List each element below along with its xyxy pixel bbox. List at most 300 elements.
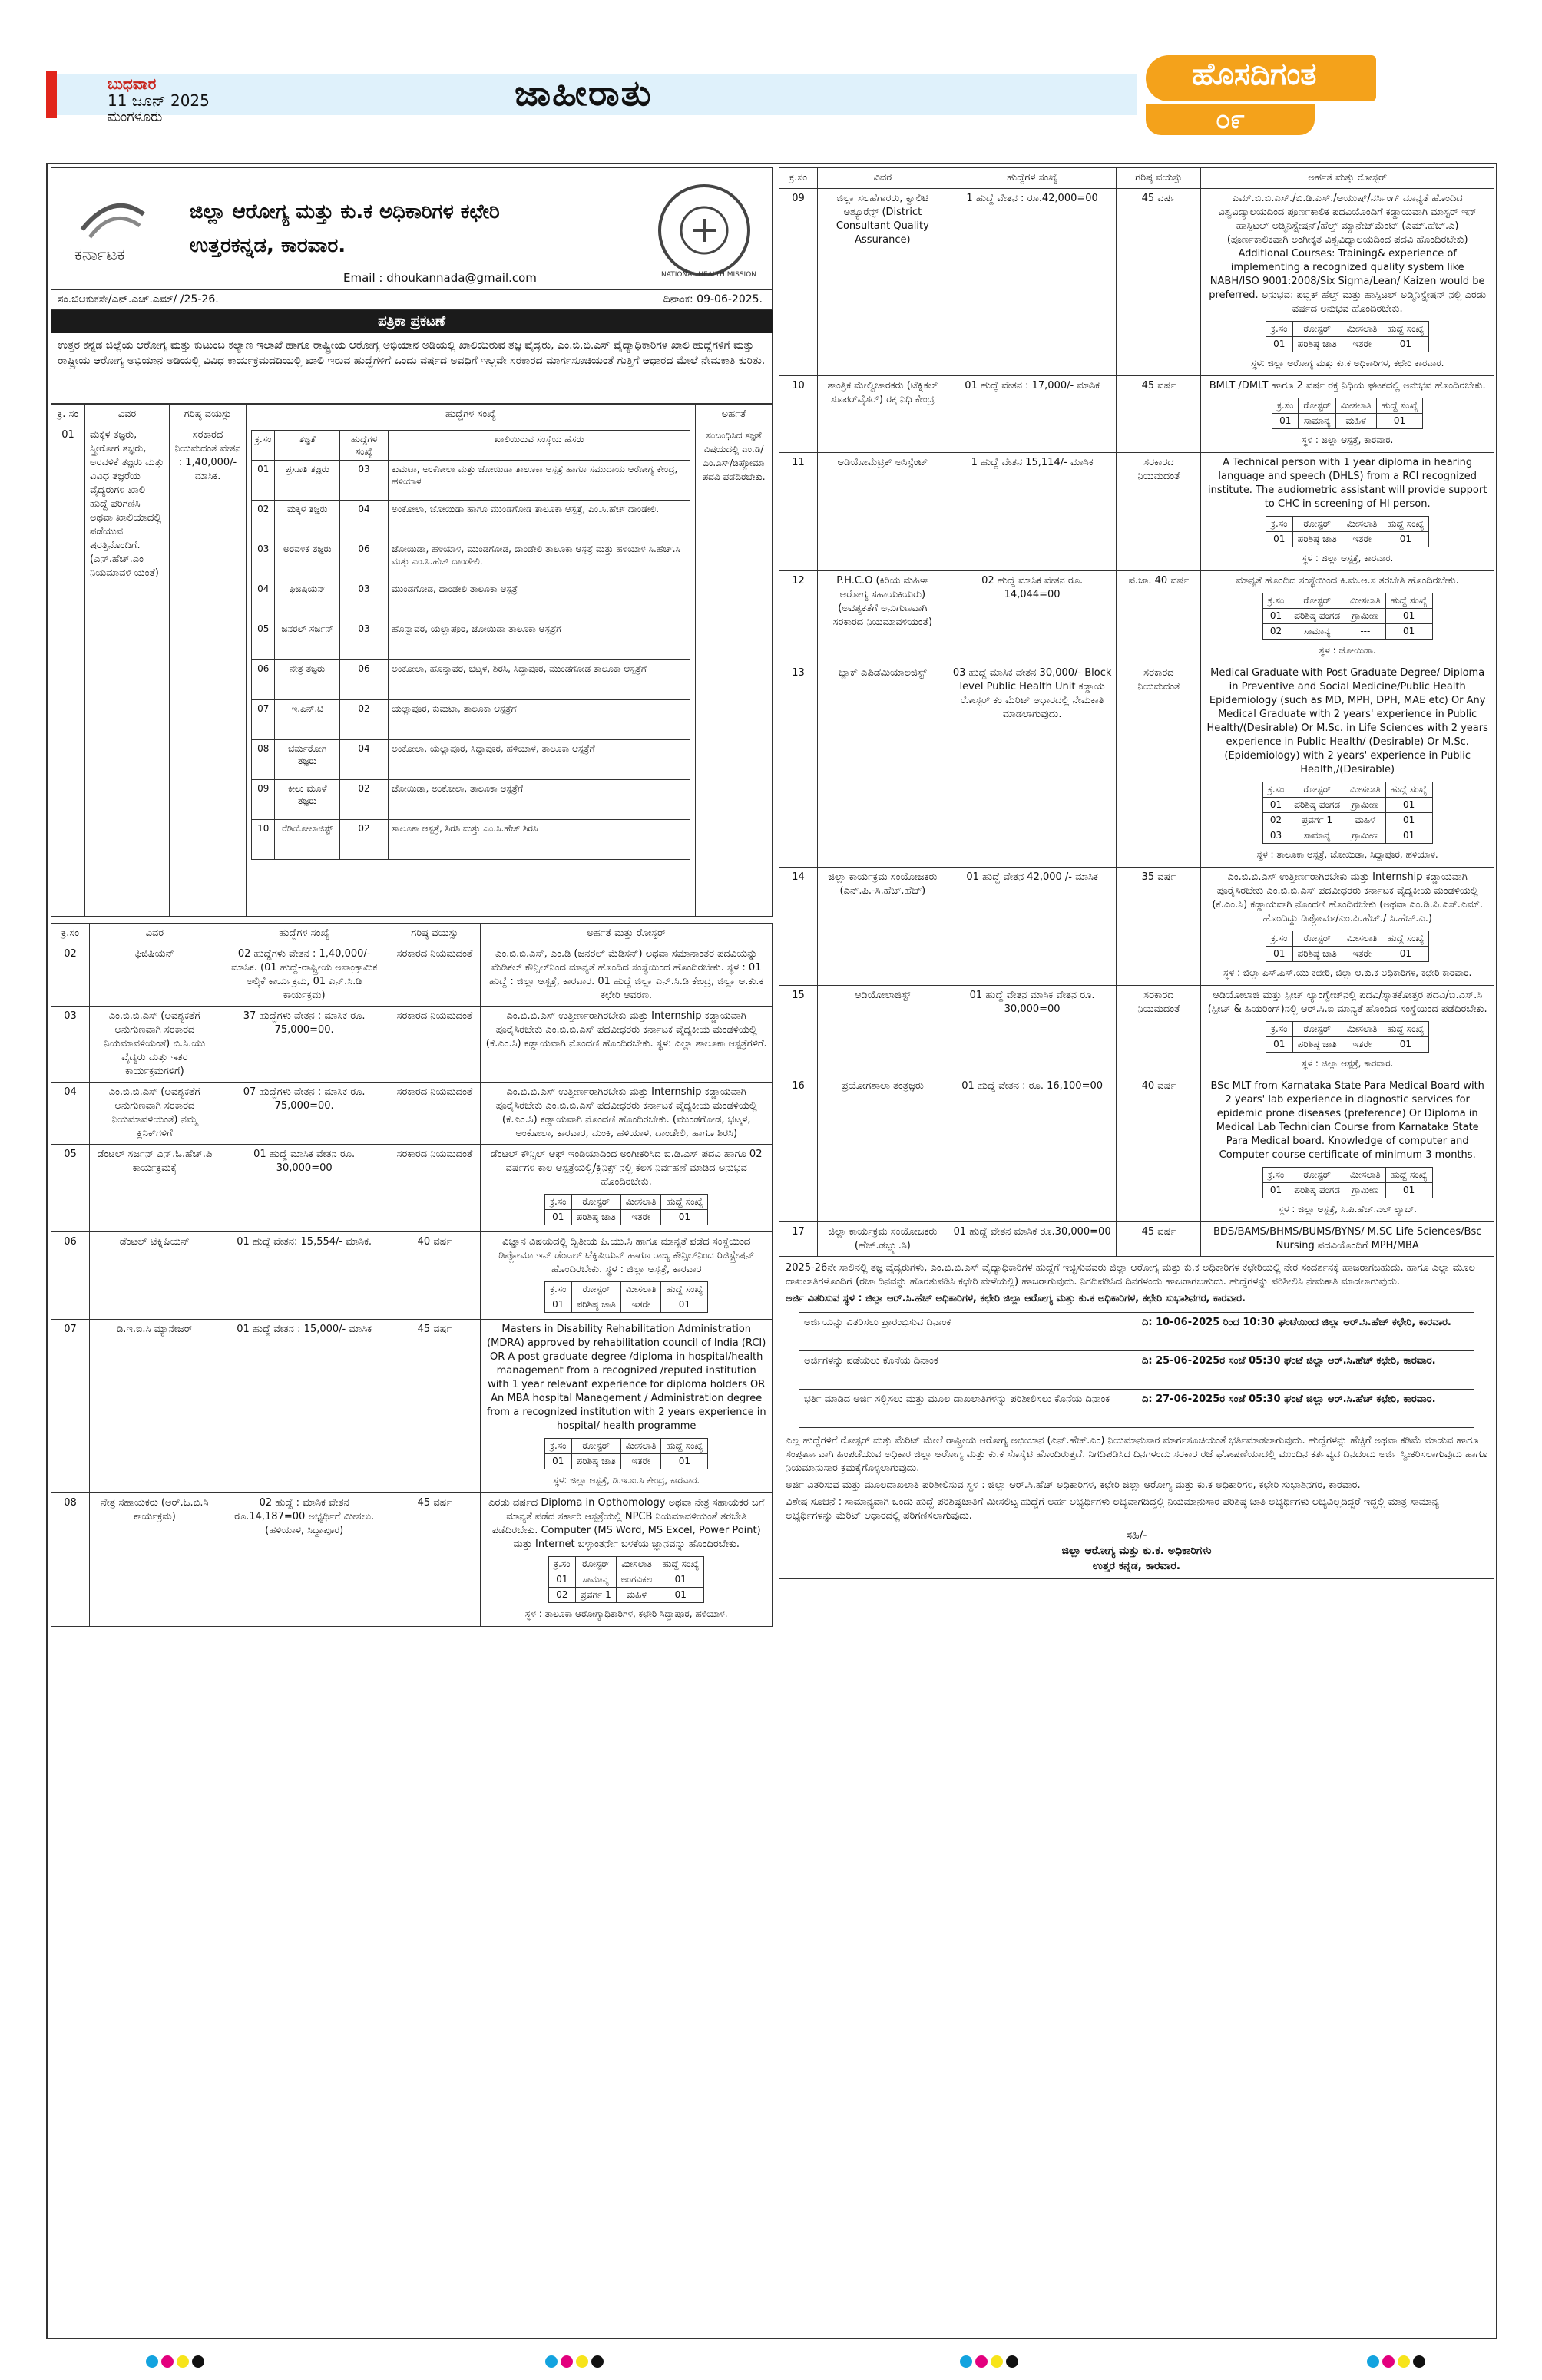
row-number: 06 bbox=[51, 1232, 90, 1320]
row-qualification bbox=[481, 1007, 773, 1083]
roster-header-cell: ರೋಸ್ಟರ್ bbox=[1292, 931, 1342, 947]
row-number: 13 bbox=[779, 663, 818, 868]
roster-cell: ಪ್ರವರ್ಗ 1 bbox=[1289, 813, 1345, 828]
t1-row-no: 01 bbox=[51, 425, 85, 917]
t1-inner-cell: 03 bbox=[340, 620, 389, 660]
t1-inner-cell: 02 bbox=[252, 501, 275, 540]
row-qualification bbox=[481, 1145, 773, 1232]
karnataka-logo-icon bbox=[67, 183, 159, 268]
roster-header-cell: ಕ್ರ.ಸಂ bbox=[549, 1557, 575, 1572]
table-row bbox=[51, 1083, 773, 1145]
roster-row bbox=[545, 1210, 708, 1225]
roster-cell: 01 bbox=[1262, 798, 1289, 813]
footer-address: ಅರ್ಜಿ ವಿತರಿಸುವ ಸ್ಥಳ : ಜಿಲ್ಲಾ ಆರ್.ಸಿ.ಹೆಚ್ ಅಧಿಕಾರಿಗಳ, ಕಛೇರಿ ಜಿಲ್ಲಾ ಆರೋಗ್ಯ ಮತ್ತು ಕು.ಕ ಅಧಿಕಾರಿಗಳ, ಕಛೇರಿ ಸುಭಾಶಿನಗರ, ಕಾರವಾರ. bbox=[786, 1293, 1246, 1304]
roster-cell: 01 bbox=[661, 1454, 708, 1469]
roster-cell: 01 bbox=[657, 1572, 704, 1588]
roster-header-cell: ಹುದ್ದೆ ಸಂಖ್ಯೆ bbox=[1382, 322, 1429, 337]
roster-cell: ಇತರೇ bbox=[1342, 1037, 1382, 1053]
t1-header-posts: ಹುದ್ದೆಗಳ ಸಂಖ್ಯೆ bbox=[247, 405, 696, 425]
row-detail: ಎಂ.ಬಿ.ಬಿ.ಎಸ್ (ಅವಶ್ಯಕತೆಗೆ ಅನುಗುಣವಾಗಿ ಸರಕಾರದ ನಿಯಮಾವಳಿಯಂತೆ) ಬಿ.ಸಿ.ಯು ವೈದ್ಯರು ಮತ್ತು ಇತರ ಕಾರ್ಯಕ್ರಮಗಳಿಗೆ) bbox=[89, 1007, 220, 1083]
t1-header-qual: ಅರ್ಹತೆ bbox=[696, 405, 773, 425]
roster-row bbox=[1262, 1183, 1432, 1198]
table-row bbox=[252, 580, 690, 620]
t3-header-cell: ಅರ್ಹತೆ ಮತ್ತು ರೋಸ್ಟರ್ bbox=[1201, 168, 1494, 189]
row-detail: P.H.C.O (ಕಿರಿಯ ಮಹಿಳಾ ಆರೋಗ್ಯ ಸಹಾಯಕಿಯರು) (ಅವಶ್ಯಕತೆಗೆ ಅನುಗುಣವಾಗಿ ಸರಕಾರದ ನಿಯಮಾವಳಿಯಂತೆ) bbox=[817, 571, 948, 663]
office-email: Email : dhoukannada@gmail.com bbox=[343, 271, 537, 285]
row-number: 15 bbox=[779, 986, 818, 1076]
roster-cell: ಪರಿಶಿಷ್ಠ ಜಾತಿ bbox=[571, 1210, 620, 1225]
row-posts: 03 ಹುದ್ದೆ ಮಾಸಿಕ ವೇತನ 30,000/- Block level Public Health Unit ಕಡ್ಡಾಯ ರೋಸ್ಟರ್ ಕಂ ಮೆರಿಟ್ ಆಧಾರದಲ್ಲಿ ನೇಮಕಾತಿ ಮಾಡಲಾಗುವುದು. bbox=[948, 663, 1117, 868]
table-row bbox=[779, 663, 1494, 868]
row-qualification bbox=[1201, 376, 1494, 453]
roster-table bbox=[1266, 321, 1429, 352]
roster-header-cell: ಹುದ್ದೆ ಸಂಖ್ಯೆ bbox=[1382, 517, 1429, 532]
row-qualification bbox=[1201, 1076, 1494, 1222]
roster-cell: ಪ್ರವರ್ಗ 1 bbox=[575, 1588, 616, 1603]
row-age: 45 ವರ್ಷ bbox=[1117, 376, 1201, 453]
row-qualification bbox=[1201, 868, 1494, 986]
row-posts: 01 ಹುದ್ದೆ ವೇತನ ಮಾಸಿಕ ರೂ.30,000=00 bbox=[948, 1222, 1117, 1257]
t1-inner-cell: ಮಕ್ಕಳ ತಜ್ಞರು bbox=[275, 501, 340, 540]
row-place: ಸ್ಥಳ : ಜಿಲ್ಲಾ ಎಸ್.ಎಸ್.ಯು ಕಛೇರಿ, ಜಿಲ್ಲಾ ಆ.ಕು.ಕ ಅಧಿಕಾರಿಗಳ, ಕಛೇರಿ ಕಾರವಾರ. bbox=[1223, 967, 1472, 978]
t1-inner-cell: 02 bbox=[340, 780, 389, 820]
roster-header-cell: ಕ್ರ.ಸಂ bbox=[545, 1439, 571, 1454]
t1-inner-cell: 03 bbox=[340, 580, 389, 620]
roster-row bbox=[545, 1297, 708, 1313]
roster-cell: 01 bbox=[1272, 414, 1299, 429]
t1-inner-cell: ಇ.ಎನ್.ಟಿ bbox=[275, 700, 340, 740]
row-age: ಸರಕಾರದ ನಿಯಮದಂತೆ bbox=[1117, 986, 1201, 1076]
row-number: 05 bbox=[51, 1145, 90, 1232]
qualification-text: ಎರಡು ವರ್ಷದ Diploma in Opthomology ಅಥವಾ ನೇತ್ರ ಸಹಾಯಕರ ಬಗೆ ಮಾನ್ಯತೆ ಪಡೆದ ಸರ್ಕಾರಿ ಆಸ್ಪತ್ರೆಯಲ್ಲಿ NPCB ನಿಯಮಾವಳಿಯಂತೆ ತರಬೇತಿ ಪಡೆದಿರಬೇಕು. Computer (MS Word, MS Excel, Power Point) ಮತ್ತು Internet ಬಳ್ಳಾಂತರ್ನೇ ಬಳಕೆಯ ಜ್ಞಾನವನ್ನು ಹೊಂದಿರಬೇಕು. bbox=[488, 1497, 765, 1550]
roster-cell: 01 bbox=[1376, 414, 1423, 429]
day-label: ಬುಧವಾರ bbox=[108, 74, 157, 93]
t1-inner-cell: 03 bbox=[340, 461, 389, 501]
roster-header-cell: ಮೀಸಲಾತಿ bbox=[1345, 593, 1386, 609]
table-row bbox=[51, 1493, 773, 1627]
color-dots-mid bbox=[545, 2355, 607, 2371]
table-row bbox=[779, 1076, 1494, 1222]
row-qualification bbox=[481, 1232, 773, 1320]
roster-cell: ಗ್ರಾಮೀಣ bbox=[1345, 798, 1386, 813]
dates-row bbox=[799, 1351, 1474, 1390]
t1-row-age: ಸರಕಾರದ ನಿಯಮದಂತೆ ವೇತನ : 1,40,000/- ಮಾಸಿಕ. bbox=[170, 425, 247, 917]
row-place: ಸ್ಥಳ : ಜಿಲ್ಲಾ ಆಸ್ಪತ್ರೆ, ಕಾರವಾರ. bbox=[1302, 1058, 1394, 1069]
t1-header-no: ಕ್ರ. ಸಂ bbox=[51, 405, 85, 425]
roster-header-cell: ರೋಸ್ಟರ್ bbox=[1289, 593, 1345, 609]
t2-header-cell: ವಿವರ bbox=[89, 924, 220, 944]
roster-header-cell: ಮೀಸಲಾತಿ bbox=[616, 1557, 657, 1572]
roster-cell: ಇತರೇ bbox=[1342, 532, 1382, 547]
row-number: 09 bbox=[779, 189, 818, 376]
table-row bbox=[779, 189, 1494, 376]
t2-header bbox=[51, 924, 773, 944]
roster-row bbox=[549, 1588, 704, 1603]
reference-line bbox=[51, 290, 773, 310]
row-posts: 07 ಹುದ್ದೆಗಳು ವೇತನ : ಮಾಸಿಕ ರೂ. 75,000=00. bbox=[220, 1083, 389, 1145]
roster-header bbox=[1266, 931, 1429, 947]
t1-inner-cell: ಜನರಲ್ ಸರ್ಜನ್ bbox=[275, 620, 340, 660]
roster-table bbox=[1272, 398, 1423, 429]
row-number: 08 bbox=[51, 1493, 90, 1627]
roster-cell: 01 bbox=[657, 1588, 704, 1603]
roster-header-cell: ಮೀಸಲಾತಿ bbox=[620, 1282, 661, 1297]
row-posts: 37 ಹುದ್ದೆಗಳು ವೇತನ : ಮಾಸಿಕ ರೂ. 75,000=00. bbox=[220, 1007, 389, 1083]
row-number: 10 bbox=[779, 376, 818, 453]
footer-para3: ಅರ್ಜಿ ವಿತರಿಸುವ ಮತ್ತು ಮೂಲದಾಖಲಾತಿ ಪರಿಶೀಲಿಸುವ ಸ್ಥಳ : ಜಿಲ್ಲಾ ಆರ್.ಸಿ.ಹೆಚ್ ಅಧಿಕಾರಿಗಳ, ಕಛೇರಿ ಜಿಲ್ಲಾ ಆರೋಗ್ಯ ಮತ್ತು ಕು.ಕ ಅಧಿಕಾರಿಗಳ, ಕಛೇರಿ ಸುಭಾಶಿನಗರ, ಕಾರವಾರ. bbox=[786, 1479, 1361, 1491]
roster-header-cell: ಹುದ್ದೆ ಸಂಖ್ಯೆ bbox=[1385, 593, 1432, 609]
row-number: 11 bbox=[779, 453, 818, 571]
roster-row bbox=[1262, 798, 1432, 813]
t1-inner-cell: 03 bbox=[252, 540, 275, 580]
dates-row bbox=[799, 1390, 1474, 1428]
color-dots-left bbox=[146, 2355, 207, 2371]
roster-row bbox=[1262, 624, 1432, 640]
row-place: ಸ್ಥಳ : ತಾಲೂಕಾ ಆರೋಗ್ಯಾಧಿಕಾರಿಗಳ, ಕಛೇರಿ ಸಿದ್ದಾಪೂರ, ಹಳಿಯಾಳ. bbox=[524, 1608, 728, 1619]
t3-header bbox=[779, 168, 1494, 189]
t1-inner-cell: ರೆಡಿಯೋಲಾಜಿಸ್ಟ್ bbox=[275, 820, 340, 860]
specialist-table bbox=[51, 404, 773, 917]
roster-cell: 01 bbox=[1385, 624, 1432, 640]
roster-header-cell: ರೋಸ್ಟರ್ bbox=[1289, 782, 1345, 798]
press-release-title: ಪತ್ರಿಕಾ ಪ್ರಕಟಣೆ bbox=[51, 310, 773, 333]
roster-cell: 01 bbox=[661, 1297, 708, 1313]
qualification-text: Masters in Disability Rehabilitation Administration (MDRA) approved by rehabilitation council of India (RCI) OR A post graduate degree /diploma in hospital/health management from a recognized /reputed institution with 1 year relevant experience for diploma holders OR An MBA hospital Management / Administration degree from a recognized institution with 2 years experience in hospital/ health programme bbox=[486, 1324, 766, 1432]
footer-para2: ಎಲ್ಲ ಹುದ್ದೆಗಳಿಗೆ ರೋಸ್ಟರ್ ಮತ್ತು ಮೆರಿಟ್ ಮೇಲೆ ರಾಷ್ಟ್ರೀಯ ಆರೋಗ್ಯ ಅಭಿಯಾನ (ಎನ್.ಹೆಚ್.ಎಂ) ನಿಯಮಾನುಸಾರ ಮಾರ್ಗಸೂಚಿಯಂತೆ ಭರ್ತಿಮಾಡಲಾಗುವುದು. ಹುದ್ದೆಗಳನ್ನು ಹೆಚ್ಚಿಗೆ ಅಥವಾ ಕಡಿಮೆ ಮಾಡುವ ಹಾಗೂ ಸಂಪೂರ್ಣವಾಗಿ ಹಿಂಪಡೆಯುವ ಅಧಿಕಾರ ಜಿಲ್ಲಾ ಆರೋಗ್ಯ ಮತ್ತು ಕು.ಕ ಸೊಸೈಟಿ ಹೊಂದಿರುತ್ತದೆ. ನಿಗದಿಪಡಿಸಿದ ದಿನಗಳಂದು ಸರಕಾರ ರಜೆ ಘೋಷಣೆಯಾದಲ್ಲಿ ಮುಂದಿನ ಕರ್ತವ್ಯದ ದಿನದಂದು ಅರ್ಜಿ ಸ್ವೀಕರಿಸಲಾಗುವುದು ಹಾಗೂ ನಿಯಮಾನುಸಾರ ಕ್ರಮಕೈಗೊಳ್ಳಲಾಗುವುದು. bbox=[786, 1435, 1487, 1474]
table-row bbox=[252, 820, 690, 860]
row-number: 07 bbox=[51, 1320, 90, 1493]
row-age: ಪ.ಜಾ. 40 ವರ್ಷ bbox=[1117, 571, 1201, 663]
roster-cell: ಮಹಿಳೆ bbox=[616, 1588, 657, 1603]
signature-block bbox=[786, 1528, 1487, 1574]
posts-table-right bbox=[779, 167, 1494, 1257]
t1-inner-cell: ಚರ್ಮರೋಗ ತಜ್ಞರು bbox=[275, 740, 340, 780]
roster-header-cell: ರೋಸ್ಟರ್ bbox=[1289, 1168, 1345, 1183]
row-age: 45 ವರ್ಷ bbox=[389, 1493, 481, 1627]
roster-cell: ಪರಿಶಿಷ್ಠ ಪಂಗಡ bbox=[1289, 609, 1345, 624]
row-posts: 01 ಹುದ್ದೆ ಮಾಸಿಕ ವೇತನ ರೂ. 30,000=00 bbox=[220, 1145, 389, 1232]
qualification-text: ಡೆಂಟಲ್ ಕೌನ್ಸಿಲ್ ಆಫ್ ಇಂಡಿಯಾದಿಂದ ಅಂಗೀಕರಿಸಿದ ಬಿ.ಡಿ.ಎಸ್ ಪದವಿ ಹಾಗೂ 02 ವರ್ಷಗಳ ಕಾಲ ಆಸ್ಪತ್ರೆಯಲ್ಲಿ/ಕ್ಲಿನಿಕ್ಸ್ ನಲ್ಲಿ ಕೆಲಸ ನಿರ್ವಹಣೆ ಮಾಡಿದ ಅನುಭವ ಹೊಂದಿರಬೇಕು. bbox=[490, 1149, 763, 1188]
row-detail: ಜಿಲ್ಲಾ ಕಾರ್ಯಕ್ರಮ ಸಂಯೋಜಕರು (ಎನ್.ಪಿ.-ಸಿ.ಹೆಚ್.ಹೆಚ್) bbox=[817, 868, 948, 986]
t1-inner-cell: ನೇತ್ರ ತಜ್ಞರು bbox=[275, 660, 340, 700]
t1-inner-cell: ಕೀಲು ಮೂಳೆ ತಜ್ಞರು bbox=[275, 780, 340, 820]
notice-date: ದಿನಾಂಕ: 09-06-2025. bbox=[663, 293, 763, 306]
t1-inner-cell: ಯಲ್ಲಾಪೂರ, ಕುಮಟಾ, ತಾಲೂಕಾ ಆಸ್ಪತ್ರೆಗೆ bbox=[389, 700, 690, 740]
roster-cell: 03 bbox=[1262, 828, 1289, 844]
roster-cell: 01 bbox=[1385, 609, 1432, 624]
roster-header-cell: ಹುದ್ದೆ ಸಂಖ್ಯೆ bbox=[1385, 782, 1432, 798]
t3-header-cell: ಹುದ್ದೆಗಳ ಸಂಖ್ಯೆ bbox=[948, 168, 1117, 189]
posts-table-left bbox=[51, 923, 773, 1627]
roster-cell: 01 bbox=[1382, 947, 1429, 962]
row-detail: ಜಿಲ್ಲಾ ಸಲಹೆಗಾರರು, ಕ್ವಾಲಿಟಿ ಅಶ್ಯೂರೆನ್ಸ್ (District Consultant Quality Assurance) bbox=[817, 189, 948, 376]
table-row bbox=[252, 740, 690, 780]
roster-cell: ಇತರೇ bbox=[620, 1297, 661, 1313]
roster-cell: 01 bbox=[1385, 798, 1432, 813]
row-posts: 01 ಹುದ್ದೆ ವೇತನ ಮಾಸಿಕ ವೇತನ ರೂ. 30,000=00 bbox=[948, 986, 1117, 1076]
row-posts: 02 ಹುದ್ದೆ ಮಾಸಿಕ ವೇತನ ರೂ. 14,044=00 bbox=[948, 571, 1117, 663]
t1-row-detail: ಮಕ್ಕಳ ತಜ್ಞರು, ಸ್ತ್ರೀರೋಗ ತಜ್ಞರು, ಅರವಳಿಕೆ ತಜ್ಞರು ಮತ್ತು ವಿವಿಧ ತಜ್ಞರೆಯ ವೈದ್ಯರುಗಳ ಖಾಲಿ ಹುದ್ದೆ ಪರಿಗಣಿಸಿ ಅಥವಾ ಖಾಲಿಯಾದಲ್ಲಿ ಪಡೆಯುವ ಷರತ್ತಿನೊಂದಿಗೆ. (ಎನ್.ಹೆಚ್.ಎಂ ನಿಯಮಾವಳಿ ಯಂತೆ) bbox=[85, 425, 170, 917]
city-label: ಮಂಗಳೂರು bbox=[108, 109, 163, 125]
roster-header bbox=[549, 1557, 704, 1572]
row-detail: ಡೆಂಟಲ್ ಟೆಕ್ನಿಷಿಯನ್ bbox=[89, 1232, 220, 1320]
roster-header bbox=[545, 1439, 708, 1454]
nhm-logo-icon bbox=[650, 180, 758, 280]
roster-cell: ಪರಿಶಿಷ್ಠ ಜಾತಿ bbox=[1292, 947, 1342, 962]
roster-cell: --- bbox=[1345, 624, 1386, 640]
table-row bbox=[252, 700, 690, 740]
roster-header bbox=[1266, 1022, 1429, 1037]
roster-table bbox=[1266, 1021, 1429, 1053]
roster-cell: ಮಹಿಳೆ bbox=[1345, 813, 1386, 828]
roster-header-cell: ಮೀಸಲಾತಿ bbox=[620, 1439, 661, 1454]
roster-header-cell: ರೋಸ್ಟರ್ bbox=[1292, 322, 1342, 337]
row-place: ಸ್ಥಳ : ಜಿಲ್ಲಾ ಆಸ್ಪತ್ರೆ, ಸಿ.ಪಿ.ಹೆಚ್.ಎಲ್ ಲ್ಯಾಬ್. bbox=[1278, 1204, 1417, 1215]
roster-header bbox=[545, 1195, 708, 1210]
roster-header-cell: ಮೀಸಲಾತಿ bbox=[1342, 931, 1382, 947]
qualification-text: A Technical person with 1 year diploma in hearing language and speech (DHLS) from a RCI recognized institute. The audiometric assistant will provide support to CHC in screening of HI person. bbox=[1208, 457, 1487, 510]
roster-header-cell: ರೋಸ್ಟರ್ bbox=[571, 1282, 620, 1297]
t1-inner-cell: 06 bbox=[252, 660, 275, 700]
roster-header-cell: ಮೀಸಲಾತಿ bbox=[1345, 782, 1386, 798]
row-place: ಸ್ಥಳ : ಜಿಲ್ಲಾ ಆಸ್ಪತ್ರೆ, ಕಾರವಾರ. bbox=[1302, 435, 1394, 445]
row-qualification bbox=[1201, 571, 1494, 663]
roster-cell: ಮಹಿಳೆ bbox=[1335, 414, 1376, 429]
row-detail: ಜಿಲ್ಲಾ ಕಾರ್ಯಕ್ರಮ ಸಂಯೋಜಕರು (ಹೆಚ್.ಡಬ್ಲ್ಯು.ಸಿ) bbox=[817, 1222, 948, 1257]
roster-cell: ಪರಿಶಿಷ್ಠ ಜಾತಿ bbox=[1292, 532, 1342, 547]
roster-cell: 01 bbox=[1262, 1183, 1289, 1198]
t3-header-cell: ವಿವರ bbox=[817, 168, 948, 189]
table-row bbox=[779, 453, 1494, 571]
t1-inner-cell: 09 bbox=[252, 780, 275, 820]
row-detail: ಬ್ಲಾಕ್ ಎಪಿಡೆಮಿಯಾಲಜಿಸ್ಟ್ bbox=[817, 663, 948, 868]
table-row bbox=[252, 501, 690, 540]
roster-cell: ಗ್ರಾಮೀಣ bbox=[1345, 609, 1386, 624]
roster-header-cell: ಮೀಸಲಾತಿ bbox=[1342, 517, 1382, 532]
roster-header-cell: ಕ್ರ.ಸಂ bbox=[1266, 517, 1292, 532]
t1-inner-cell: ಹೊನ್ನಾವರ, ಯಲ್ಲಾಪೂರ, ಜೋಯಿಡಾ ತಾಲೂಕಾ ಆಸ್ಪತ್ರೆಗೆ bbox=[389, 620, 690, 660]
roster-row bbox=[1266, 532, 1429, 547]
t1-inner-cell: 05 bbox=[252, 620, 275, 660]
dates-label: ಭರ್ತಿ ಮಾಡಿದ ಅರ್ಜಿ ಸಲ್ಲಿಸಲು ಮತ್ತು ಮೂಲ ದಾಖಲಾತಿಗಳನ್ನು ಪರಿಶೀಲಿಸಲು ಕೊನೆಯ ದಿನಾಂಕ bbox=[799, 1390, 1137, 1428]
qualification-text: ಮಾನ್ಯತೆ ಹೊಂದಿದ ಸಂಸ್ಥೆಯಿಂದ ಕಿ.ಮ.ಆ.ಸ ತರಬೇತಿ ಹೊಂದಿರಬೇಕು. bbox=[1236, 575, 1459, 587]
roster-header bbox=[1262, 1168, 1432, 1183]
t1-inner-cell: 04 bbox=[340, 501, 389, 540]
row-detail: ತಾಂತ್ರಿಕ ಮೇಲ್ವಿಚಾರಕರು (ಟೆಕ್ನಿಕಲ್ ಸೂಪರ್‌ವೈಸರ್) ರಕ್ತ ನಿಧಿ ಕೇಂದ್ರ bbox=[817, 376, 948, 453]
roster-row bbox=[549, 1572, 704, 1588]
roster-header-cell: ಕ್ರ.ಸಂ bbox=[545, 1282, 571, 1297]
roster-cell: 01 bbox=[545, 1297, 571, 1313]
qualification-text: ಎಂ.ಬಿ.ಬಿ.ಎಸ್ ಉತ್ತೀರ್ಣರಾಗಿರಬೇಕು ಮತ್ತು Internship ಕಡ್ಡಾಯವಾಗಿ ಪೂರೈಸಿರಬೇಕು ಎಂ.ಬಿ.ಬಿ.ಎಸ್ ಪದವೀಧರರು ಕರ್ನಾಟಕ ವೈದ್ಯಕೀಯ ಮಂಡಳಿಯಲ್ಲಿ (ಕೆ.ಎಂ.ಸಿ) ಕಡ್ಡಾಯವಾಗಿ ನೊಂದಣಿ ಹೊಂದಿರಬೇಕು. ಸ್ಥಳ: ಎಲ್ಲಾ ತಾಲೂಕಾ ಆಸ್ಪತ್ರೆಗಳಿಗೆ. bbox=[485, 1010, 767, 1050]
roster-header-cell: ಹುದ್ದೆ ಸಂಖ್ಯೆ bbox=[1385, 1168, 1432, 1183]
qualification-text: ಎಂ.ಬಿ.ಬಿ.ಎಸ್ ಉತ್ತೀರ್ಣರಾಗಿರಬೇಕು ಮತ್ತು Internship ಕಡ್ಡಾಯವಾಗಿ ಪೂರೈಸಿರಬೇಕು ಎಂ.ಬಿ.ಬಿ.ಎಸ್ ಪದವೀಧರರು ಕರ್ನಾಟಕ ವೈದ್ಯಕೀಯ ಮಂಡಳಿಯಲ್ಲಿ (ಕೆ.ಎಂ.ಸಿ) ಕಡ್ಡಾಯವಾಗಿ ನೊಂದಣಿ ಹೊಂದಿರಬೇಕು (ಅಥವಾ ಎಂ.ಡಿ.ಪಿ.ಎಸ್.ಎಮ್. ಹೊಂದಿದ್ದು ಡಿಪ್ಲೋಮಾ/ಎಂ.ಪಿ.ಹೆಚ್./ ಸಿ.ಹೆಚ್.ಎ.) bbox=[1212, 871, 1483, 924]
roster-cell: ಗ್ರಾಮೀಣ bbox=[1345, 828, 1386, 844]
row-qualification bbox=[1201, 663, 1494, 868]
t1-inner-cell: 04 bbox=[252, 580, 275, 620]
table-row bbox=[252, 540, 690, 580]
row-number: 02 bbox=[51, 944, 90, 1007]
t1-header-detail: ವಿವರ bbox=[85, 405, 170, 425]
roster-cell: 01 bbox=[549, 1572, 575, 1588]
row-age: ಸರಕಾರದ ನಿಯಮದಂತೆ bbox=[389, 944, 481, 1007]
roster-header-cell: ಮೀಸಲಾತಿ bbox=[1345, 1168, 1386, 1183]
t1-inner-cell: ಜೋಯಿಡಾ, ಅಂಕೋಲಾ, ತಾಲೂಕಾ ಆಸ್ಪತ್ರೆಗೆ bbox=[389, 780, 690, 820]
roster-table bbox=[544, 1438, 708, 1469]
roster-cell: 01 bbox=[1382, 532, 1429, 547]
qualification-text: BDS/BAMS/BHMS/BUMS/BYNS/ M.SC Life Sciences/Bsc Nursing ಪದವಿಯೊಂದಿಗೆ MPH/MBA bbox=[1213, 1226, 1482, 1251]
roster-cell: 01 bbox=[661, 1210, 708, 1225]
reference-number: ಸಂ.ಜಿಆಕುಕಸೇ/ಎನ್.ಎಚ್.ಎಮ್/ /25-26. bbox=[58, 293, 219, 306]
roster-table bbox=[544, 1194, 708, 1225]
roster-header bbox=[1266, 322, 1429, 337]
roster-header-cell: ಮೀಸಲಾತಿ bbox=[1342, 322, 1382, 337]
dates-value: ದಿ: 25-06-2025ರ ಸಂಜೆ 05:30 ಘಂಟೆ ಜಿಲ್ಲಾ ಆರ್.ಸಿ.ಹೆಚ್ ಕಛೇರಿ, ಕಾರವಾರ. bbox=[1137, 1351, 1474, 1390]
roster-cell: ಪರಿಶಿಷ್ಠ ಜಾತಿ bbox=[571, 1454, 620, 1469]
page-number: ೦೯ bbox=[1146, 104, 1315, 135]
row-posts: 02 ಹುದ್ದೆಗಳು ವೇತನ : 1,40,000/- ಮಾಸಿಕ. (01 ಹುದ್ದೆ-ರಾಷ್ಟ್ರೀಯ ಅಸಾಂಕ್ರಾಮಿಕ ಅಲ್ಕಿಕೆ ಕಾರ್ಯಕ್ರಮ, 01 ಎನ್.ಸಿ.ಡಿ ಕಾರ್ಯಕ್ರಮ) bbox=[220, 944, 389, 1007]
row-posts: 02 ಹುದ್ದೆ : ಮಾಸಿಕ ವೇತನ ರೂ.14,187=00 ಅಭ್ಯರ್ಥಿಗೆ ಮೀಸಲು. (ಹಳಿಯಾಳ, ಸಿದ್ದಾಪೂರ) bbox=[220, 1493, 389, 1627]
t1-header-age: ಗರಿಷ್ಠ ವಯಸ್ಸು bbox=[170, 405, 247, 425]
row-posts: 01 ಹುದ್ದೆ ವೇತನ : ರೂ. 16,100=00 bbox=[948, 1076, 1117, 1222]
t1-inner-cell: 04 bbox=[340, 740, 389, 780]
t1-inner-cell: ಪ್ರಸೂತಿ ತಜ್ಞರು bbox=[275, 461, 340, 501]
roster-table bbox=[1262, 782, 1433, 844]
office-name-line1: ಜಿಲ್ಲಾ ಆರೋಗ್ಯ ಮತ್ತು ಕು.ಕ ಅಧಿಕಾರಿಗಳ ಕಛೇರಿ bbox=[190, 200, 500, 223]
dates-value: ದಿ: 27-06-2025ರ ಸಂಜೆ 05:30 ಘಂಟೆ ಜಿಲ್ಲಾ ಆರ್.ಸಿ.ಹೆಚ್ ಕಛೇರಿ, ಕಾರವಾರ. bbox=[1137, 1390, 1474, 1428]
roster-cell: 01 bbox=[1385, 1183, 1432, 1198]
roster-cell: 01 bbox=[1266, 532, 1292, 547]
row-detail: ಆಡಿಯೋಲಾಜಿಸ್ಟ್ bbox=[817, 986, 948, 1076]
roster-header-cell: ಹುದ್ದೆ ಸಂಖ್ಯೆ bbox=[661, 1439, 708, 1454]
masthead-stripe bbox=[46, 71, 57, 118]
roster-header-cell: ರೋಸ್ಟರ್ bbox=[571, 1439, 620, 1454]
roster-cell: 02 bbox=[1262, 624, 1289, 640]
roster-header-cell: ರೋಸ್ಟರ್ bbox=[1292, 517, 1342, 532]
row-number: 12 bbox=[779, 571, 818, 663]
roster-row bbox=[545, 1454, 708, 1469]
t3-header-cell: ಕ್ರ.ಸಂ bbox=[779, 168, 818, 189]
roster-header-cell: ಕ್ರ.ಸಂ bbox=[1272, 398, 1299, 414]
roster-cell: 01 bbox=[545, 1454, 571, 1469]
roster-row bbox=[1262, 609, 1432, 624]
row-age: ಸರಕಾರದ ನಿಯಮದಂತೆ bbox=[1117, 663, 1201, 868]
row-age: ಸರಕಾರದ ನಿಯಮದಂತೆ bbox=[389, 1007, 481, 1083]
t1-inner-cell: 01 bbox=[252, 461, 275, 501]
dates-row bbox=[799, 1313, 1474, 1351]
table-row bbox=[252, 660, 690, 700]
roster-cell: ಅಂಗವಿಕಲ bbox=[616, 1572, 657, 1588]
roster-header-cell: ಕ್ರ.ಸಂ bbox=[1266, 1022, 1292, 1037]
roster-cell: ಸಾಮಾನ್ಯ bbox=[575, 1572, 616, 1588]
roster-header-cell: ಮೀಸಲಾತಿ bbox=[620, 1195, 661, 1210]
row-posts: 01 ಹುದ್ದೆ ವೇತನ : 15,000/- ಮಾಸಿಕ bbox=[220, 1320, 389, 1493]
dates-value: ದಿ: 10-06-2025 ರಿಂದ 10:30 ಘಂಟೆಯಿಂದ ಜಿಲ್ಲಾ ಆರ್.ಸಿ.ಹೆಚ್ ಕಛೇರಿ, ಕಾರವಾರ. bbox=[1137, 1313, 1474, 1351]
table-row bbox=[252, 620, 690, 660]
row-age: 40 ವರ್ಷ bbox=[389, 1232, 481, 1320]
row-qualification bbox=[481, 1083, 773, 1145]
t2-header-cell: ಹುದ್ದೆಗಳ ಸಂಖ್ಯೆ bbox=[220, 924, 389, 944]
roster-header bbox=[1262, 593, 1432, 609]
t2-header-cell: ಗರಿಷ್ಠ ವಯಸ್ಸು bbox=[389, 924, 481, 944]
row-age: 45 ವರ್ಷ bbox=[1117, 189, 1201, 376]
t1-inner-header-cell: ಖಾಲಿಯಿರುವ ಸಂಸ್ಥೆಯ ಹೆಸರು bbox=[389, 431, 690, 461]
roster-header-cell: ಕ್ರ.ಸಂ bbox=[545, 1195, 571, 1210]
color-dots-right bbox=[1367, 2355, 1428, 2371]
table-row bbox=[779, 1222, 1494, 1257]
row-number: 04 bbox=[51, 1083, 90, 1145]
roster-table bbox=[544, 1281, 708, 1313]
t3-header-cell: ಗರಿಷ್ಠ ವಯಸ್ಸು bbox=[1117, 168, 1201, 189]
row-detail: ಪ್ರಯೋಗಶಾಲಾ ತಂತ್ರಜ್ಞರು bbox=[817, 1076, 948, 1222]
office-header bbox=[51, 167, 773, 290]
t1-inner-cell: 10 bbox=[252, 820, 275, 860]
row-detail: ನೇತ್ರ ಸಹಾಯಕರು (ಆರ್.ಓ.ಬಿ.ಸಿ ಕಾರ್ಯಕ್ರಮ) bbox=[89, 1493, 220, 1627]
row-detail: ಡೆಂಟಲ್ ಸರ್ಜನ್ ಎನ್.ಓ.ಹೆಚ್.ಪಿ ಕಾರ್ಯಕ್ರಮಕ್ಕೆ bbox=[89, 1145, 220, 1232]
roster-row bbox=[1266, 947, 1429, 962]
masthead-date bbox=[108, 75, 210, 126]
office-name-line2: ಉತ್ತರಕನ್ನಡ, ಕಾರವಾರ. bbox=[190, 234, 346, 257]
qualification-text: ಎಂ.ಬಿ.ಬಿ.ಎಸ್ ಉತ್ತೀರ್ಣರಾಗಿರಬೇಕು ಮತ್ತು Internship ಕಡ್ಡಾಯವಾಗಿ ಪೂರೈಸಿರಬೇಕು ಎಂ.ಬಿ.ಬಿ.ಎಸ್ ಪದವೀಧರರು ಕರ್ನಾಟಕ ವೈದ್ಯಕೀಯ ಮಂಡಳಿಯಲ್ಲಿ (ಕೆ.ಎಂ.ಸಿ) ಕಡ್ಡಾಯವಾಗಿ ನೊಂದಣಿ ಹೊಂದಿರಬೇಕು. (ಮುಂಡಗೋಡ, ಭಟ್ಕಳ, ಅಂಕೋಲಾ, ಕಾರವಾರ, ಮಂಕಿ, ಹಳಿಯಾಳ, ದಾಂಡೇಲಿ, ಹಾಗೂ ಶಿರಸಿ) bbox=[495, 1086, 757, 1139]
t1-inner-cell: ಮುಂಡಗೋಡ, ದಾಂಡೇಲಿ ತಾಲೂಕಾ ಆಸ್ಪತ್ರೆ bbox=[389, 580, 690, 620]
table-row bbox=[51, 1320, 773, 1493]
table-row bbox=[252, 461, 690, 501]
roster-cell: 02 bbox=[1262, 813, 1289, 828]
signature-sign: ಸಹಿ/- bbox=[1126, 1529, 1147, 1542]
row-age: ಸರಕಾರದ ನಿಯಮದಂತೆ bbox=[1117, 453, 1201, 571]
roster-header-cell: ಹುದ್ದೆ ಸಂಖ್ಯೆ bbox=[661, 1282, 708, 1297]
roster-cell: ಪರಿಶಿಷ್ಠ ಜಾತಿ bbox=[571, 1297, 620, 1313]
row-detail: ಆಡಿಯೋಮೆಟ್ರಿಕ್ ಅಸಿಸ್ಟೆಂಟ್ bbox=[817, 453, 948, 571]
nhm-logo-text: NATIONAL HEALTH MISSION bbox=[661, 271, 757, 279]
row-place: ಸ್ಥಳ : ಜಿಲ್ಲಾ ಆಸ್ಪತ್ರೆ, ಕಾರವಾರ. bbox=[1302, 553, 1394, 564]
dates-label: ಅರ್ಜಿಗಳನ್ನು ಪಡೆಯಲು ಕೊನೆಯ ದಿನಾಂಕ bbox=[799, 1351, 1137, 1390]
karnataka-logo-text: ಕರ್ನಾಟಕ bbox=[74, 246, 125, 265]
roster-header bbox=[1262, 782, 1432, 798]
row-place: ಸ್ಥಳ: ಜಿಲ್ಲಾ ಆರೋಗ್ಯ ಮತ್ತು ಕು.ಕ ಅಧಿಕಾರಿಗಳ, ಕಛೇರಿ ಕಾರವಾರ. bbox=[1250, 358, 1444, 369]
roster-table bbox=[1262, 1167, 1433, 1198]
table-row bbox=[252, 780, 690, 820]
row-number: 16 bbox=[779, 1076, 818, 1222]
row-number: 03 bbox=[51, 1007, 90, 1083]
roster-cell: ಪರಿಶಿಷ್ಠ ಜಾತಿ bbox=[1292, 1037, 1342, 1053]
row-posts: 01 ಹುದ್ದೆ ವೇತನ 42,000 /- ಮಾಸಿಕ bbox=[948, 868, 1117, 986]
roster-cell: 01 bbox=[1266, 947, 1292, 962]
row-qualification bbox=[1201, 189, 1494, 376]
intro-paragraph: ಉತ್ತರ ಕನ್ನಡ ಜಿಲ್ಲೆಯ ಆರೋಗ್ಯ ಮತ್ತು ಕುಟುಂಬ ಕಲ್ಯಾಣ ಇಲಾಖೆ ಹಾಗೂ ರಾಷ್ಟ್ರೀಯ ಆರೋಗ್ಯ ಅಭಿಯಾನ ಅಡಿಯಲ್ಲಿ ಖಾಲಿಯಿರುವ ತಜ್ಞ ವೈದ್ಯರು, ಎಂ.ಬಿ.ಬಿ.ಎಸ್ ವೈದ್ಯಾಧಿಕಾರಿಗಳ ಖಾಲಿ ಹುದ್ದೆಗಳಿಗೆ ಮತ್ತು ರಾಷ್ಟ್ರೀಯ ಆರೋಗ್ಯ ಅಭಿಯಾನ ಅಡಿಯಲ್ಲಿ ವಿವಿಧ ಕಾರ್ಯಕ್ರಮದಡಿಯಲ್ಲಿ ಖಾಲಿ ಇರುವ ಹುದ್ದೆಗಳಿಗೆ ಒಂದು ವರ್ಷದ ಅವಧಿಗೆ ಇಲ್ಲವೇ ಸರಕಾರದ ಮಾರ್ಗಸೂಚಿಯಂತೆ ಗುತ್ತಿಗೆ ಆಧಾರದ ಮೇಲೆ ನೇಮಕಾತಿ ಕುರಿತು. bbox=[51, 333, 773, 404]
row-detail: ಫಿಜಿಷಿಯನ್ bbox=[89, 944, 220, 1007]
t1-inner-cell: ಅರವಳಿಕೆ ತಜ್ಞರು bbox=[275, 540, 340, 580]
footer-section bbox=[779, 1257, 1494, 1579]
roster-header-cell: ಹುದ್ದೆ ಸಂಖ್ಯೆ bbox=[1382, 1022, 1429, 1037]
row-age: ಸರಕಾರದ ನಿಯಮದಂತೆ bbox=[389, 1083, 481, 1145]
qualification-text: ಆಡಿಯೋಲಾಜಿ ಮತ್ತು ಸ್ಪೀಚ್ ಲ್ಯಾಂಗ್ವೇಜ್‌ನಲ್ಲಿ ಪದವಿ/ಸ್ನಾತಕೋತ್ತರ ಪದವಿ/ಬಿ.ಎಸ್.ಸಿ (ಸ್ಪೀಚ್ & ಹಿಯರಿಂಗ್)ನಲ್ಲಿ ಆರ್.ಸಿ.ಐ ಮಾನ್ಯತೆ ಹೊಂದಿದ ಸಂಸ್ಥೆಯಿಂದ ಪಡೆದಿರಬೇಕು. bbox=[1207, 990, 1487, 1015]
row-age: 45 ವರ್ಷ bbox=[389, 1320, 481, 1493]
row-qualification bbox=[1201, 453, 1494, 571]
row-qualification bbox=[1201, 1222, 1494, 1257]
roster-header-cell: ಕ್ರ.ಸಂ bbox=[1262, 1168, 1289, 1183]
section-title: ಜಾಹೀರಾತು bbox=[515, 72, 653, 114]
row-detail: ಎಂ.ಬಿ.ಬಿ.ಎಸ್ (ಅವಶ್ಯಕತೆಗೆ ಅನುಗುಣವಾಗಿ ಸರಕಾರದ ನಿಯಮಾವಳಿಯಂತೆ) ನಮ್ಮ ಕ್ಲಿನಿಕ್‌ಗಳಿಗೆ bbox=[89, 1083, 220, 1145]
t2-header-cell: ಕ್ರ.ಸಂ bbox=[51, 924, 90, 944]
row-posts: 01 ಹುದ್ದೆ ವೇತನ: 15,554/- ಮಾಸಿಕ. bbox=[220, 1232, 389, 1320]
roster-header-cell: ರೋಸ್ಟರ್ bbox=[575, 1557, 616, 1572]
roster-row bbox=[1266, 337, 1429, 352]
roster-table bbox=[548, 1556, 704, 1603]
t1-inner-cell: 06 bbox=[340, 540, 389, 580]
roster-header-cell: ಹುದ್ದೆ ಸಂಖ್ಯೆ bbox=[1376, 398, 1423, 414]
t1-inner-header-cell: ಕ್ರ.ಸಂ bbox=[252, 431, 275, 461]
qualification-text: Medical Graduate with Post Graduate Degree/ Diploma in Preventive and Social Medicine/Public Health Epidemiology (such as MD, MPH, DPH, MAE etc) Or Any Medical Graduate with 2 years' experience in Public Health/(Desirable) Or M.Sc. in Life Sciences with 2 years experience in Public Health/ (Desirable) Or M.Sc. (Epidemiology) with 2 years' experience in Public Health,/(Desirable) bbox=[1206, 667, 1488, 775]
